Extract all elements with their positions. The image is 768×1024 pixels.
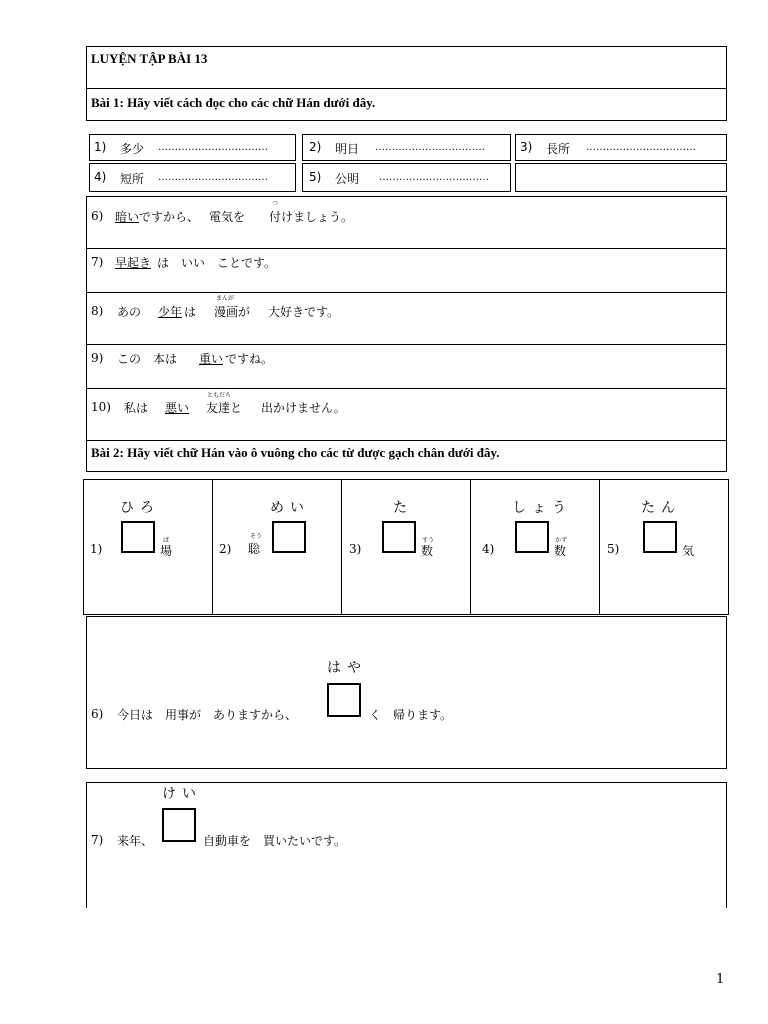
ex1-word: 長所: [546, 142, 571, 156]
sentence-text: く 帰ります。: [369, 708, 453, 722]
ex1-cell-2: [302, 134, 511, 161]
grid-divider: [599, 479, 600, 615]
ex1-cell-1: [89, 134, 296, 161]
ex1-cell-4: [89, 163, 296, 192]
kanji: 気: [682, 544, 695, 558]
exercise2-title-box: [86, 440, 727, 472]
ex1-sentence-7: [86, 248, 727, 293]
underlined-word: 少年: [158, 305, 183, 319]
sentence-text: 今日は 用事が ありますから、: [117, 708, 298, 722]
furigana: そう: [250, 533, 263, 540]
answer-box[interactable]: [515, 521, 549, 553]
answer-box[interactable]: [327, 683, 361, 717]
sentence-num: 7): [91, 255, 104, 269]
item-num: 1): [90, 542, 103, 556]
reading: はや: [327, 660, 367, 676]
answer-box[interactable]: [643, 521, 677, 553]
ex1-num: 1): [94, 140, 107, 154]
page-number: 1: [716, 972, 725, 987]
kanji: 数: [554, 544, 567, 558]
ex1-num: 3): [520, 140, 533, 154]
ex1-sentence-9: [86, 344, 727, 389]
ex1-answer-line[interactable]: ……………………………: [158, 142, 268, 153]
sentence-text: ですね。: [225, 352, 274, 366]
grid-divider: [212, 479, 213, 615]
exercise1-title: Bài 1: Hãy viết cách đọc cho các chữ Hán dưới đây.: [91, 95, 376, 110]
sentence-text: 来年、: [117, 834, 154, 848]
sentence-text: は いい ことです。: [157, 256, 277, 270]
kanji: 聡: [248, 542, 261, 556]
sentence-text: ですから、: [139, 210, 200, 224]
furigana: かず: [555, 537, 568, 544]
ex1-cell-3: [515, 134, 727, 161]
reading: ひろ: [120, 500, 160, 516]
sentence-text: 大好きです。: [268, 305, 340, 319]
sentence-text: 出かけません。: [261, 401, 346, 415]
exercise2-title: Bài 2: Hãy viết chữ Hán vào ô vuông cho các từ được gạch chân dưới đây.: [91, 445, 500, 460]
ex1-word: 明日: [335, 142, 360, 156]
item-num: 3): [349, 542, 362, 556]
sentence-num: 8): [91, 304, 104, 318]
grid-divider: [341, 479, 342, 615]
reading: けい: [162, 786, 202, 802]
underlined-word: 重い: [199, 352, 224, 366]
ex1-answer-line[interactable]: ……………………………: [158, 172, 268, 183]
ex1-cell-5: [302, 163, 511, 192]
underlined-word: 暗い: [115, 210, 140, 224]
sentence-text: 付けましょう。: [269, 210, 354, 224]
sentence-text: 電気を: [209, 210, 246, 224]
answer-box[interactable]: [272, 521, 306, 553]
ex1-cell-empty: [515, 163, 727, 192]
ex1-num: 4): [94, 170, 107, 184]
page-title: LUYỆN TẬP BÀI 13: [91, 51, 208, 66]
kanji: 場: [160, 544, 173, 558]
sentence-text: あの: [117, 305, 142, 319]
answer-box[interactable]: [121, 521, 155, 553]
reading: しょう: [512, 500, 572, 516]
sentence-text: 友達と: [206, 401, 243, 415]
furigana: ば: [163, 537, 170, 544]
sentence-text: この 本は: [117, 352, 178, 366]
furigana: つ: [272, 200, 279, 207]
sentence-text: 自動車を 買いたいです。: [203, 834, 347, 848]
ex2-sentence-7: [86, 782, 727, 908]
ex1-num: 5): [309, 170, 322, 184]
sentence-num: 10): [91, 400, 111, 414]
furigana: すう: [422, 537, 435, 544]
item-num: 2): [219, 542, 232, 556]
sentence-text: 漫画が: [214, 305, 251, 319]
ex1-sentence-10: [86, 388, 727, 441]
answer-box[interactable]: [162, 808, 196, 842]
reading: た: [393, 500, 413, 516]
item-num: 4): [482, 542, 495, 556]
ex1-word: 多少: [120, 142, 145, 156]
exercise1-title-box: [86, 88, 727, 121]
sentence-text: は: [184, 305, 197, 319]
ex1-sentence-6: [86, 196, 727, 249]
title-box: [86, 46, 727, 89]
sentence-num: 6): [91, 707, 104, 721]
ex1-sentence-8: [86, 292, 727, 345]
sentence-num: 9): [91, 351, 104, 365]
ex1-answer-line[interactable]: ……………………………: [375, 142, 485, 153]
ex1-answer-line[interactable]: ……………………………: [586, 142, 696, 153]
grid-divider: [470, 479, 471, 615]
ex1-answer-line[interactable]: ……………………………: [379, 172, 489, 183]
kanji: 数: [421, 544, 434, 558]
ex1-word: 短所: [120, 172, 145, 186]
furigana: ともだち: [207, 392, 232, 399]
sentence-num: 6): [91, 209, 104, 223]
reading: めい: [270, 500, 310, 516]
underlined-word: 悪い: [165, 401, 190, 415]
ex1-word: 公明: [335, 172, 360, 186]
ex1-num: 2): [309, 140, 322, 154]
sentence-text: 私は: [124, 401, 149, 415]
item-num: 5): [607, 542, 620, 556]
reading: たん: [641, 500, 681, 516]
sentence-num: 7): [91, 833, 104, 847]
ex2-sentence-6: [86, 616, 727, 769]
furigana: まんが: [216, 295, 235, 302]
answer-box[interactable]: [382, 521, 416, 553]
underlined-word: 早起き: [115, 256, 152, 270]
